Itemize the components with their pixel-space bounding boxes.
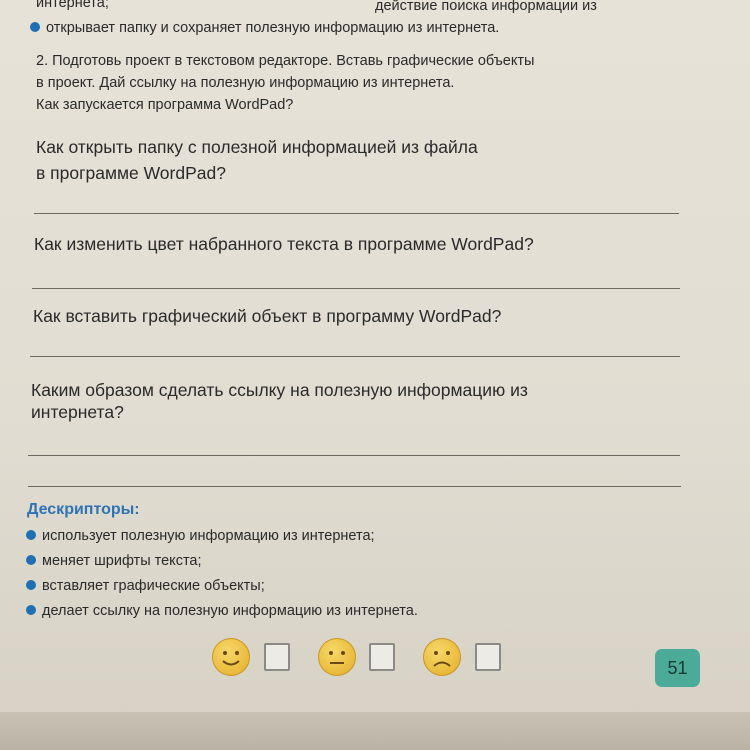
answer-line-4a	[28, 455, 680, 456]
assessment-checkbox[interactable]	[369, 643, 395, 671]
answer-line-3	[30, 356, 680, 357]
bullet-icon	[26, 555, 36, 565]
page-bottom-edge	[0, 712, 750, 750]
top-bullet-text: открывает папку и сохраняет полезную информацию из интернета.	[46, 20, 500, 36]
sad-face-icon	[423, 638, 461, 676]
answer-line-4b	[28, 486, 681, 487]
task2-line1: 2. Подготовь проект в текстовом редакторе. Вставь графические объекты	[36, 53, 535, 69]
question-2: Как изменить цвет набранного текста в программе WordPad?	[34, 234, 534, 254]
neutral-face-icon	[318, 638, 356, 676]
question-3: Как вставить графический объект в программу WordPad?	[33, 306, 502, 326]
descriptor-text: использует полезную информацию из интернета;	[42, 528, 375, 544]
top-line-left: интернета;	[36, 0, 109, 11]
descriptor-item	[26, 603, 418, 619]
descriptor-item	[26, 553, 202, 569]
question-4-line2: интернета?	[31, 402, 124, 422]
page-number-badge: 51	[655, 649, 700, 687]
bullet-icon	[30, 22, 40, 32]
descriptor-text: меняет шрифты текста;	[42, 553, 202, 569]
descriptor-item	[26, 578, 265, 594]
descriptors-title: Дескрипторы:	[27, 501, 140, 518]
answer-line-1	[34, 213, 679, 214]
descriptor-text: делает ссылку на полезную информацию из интернета.	[42, 603, 418, 619]
assessment-checkbox[interactable]	[264, 643, 290, 671]
bullet-icon	[26, 530, 36, 540]
smile-face-icon	[212, 638, 250, 676]
descriptor-text: вставляет графические объекты;	[42, 578, 265, 594]
question-1-line2: в программе WordPad?	[36, 163, 226, 183]
bullet-icon	[26, 580, 36, 590]
question-1-line1: Как открыть папку с полезной информацией из файла	[36, 137, 478, 157]
descriptor-item	[26, 528, 375, 544]
top-line-right: действие поиска информации из	[375, 0, 597, 14]
answer-line-2	[32, 288, 680, 289]
top-bullet-item	[30, 20, 499, 36]
bullet-icon	[26, 605, 36, 615]
question-4-line1: Каким образом сделать ссылку на полезную информацию из	[31, 380, 528, 400]
task2-line2: в проект. Дай ссылку на полезную информацию из интернета.	[36, 75, 455, 91]
task2-line3: Как запускается программа WordPad?	[36, 97, 294, 113]
assessment-checkbox[interactable]	[475, 643, 501, 671]
